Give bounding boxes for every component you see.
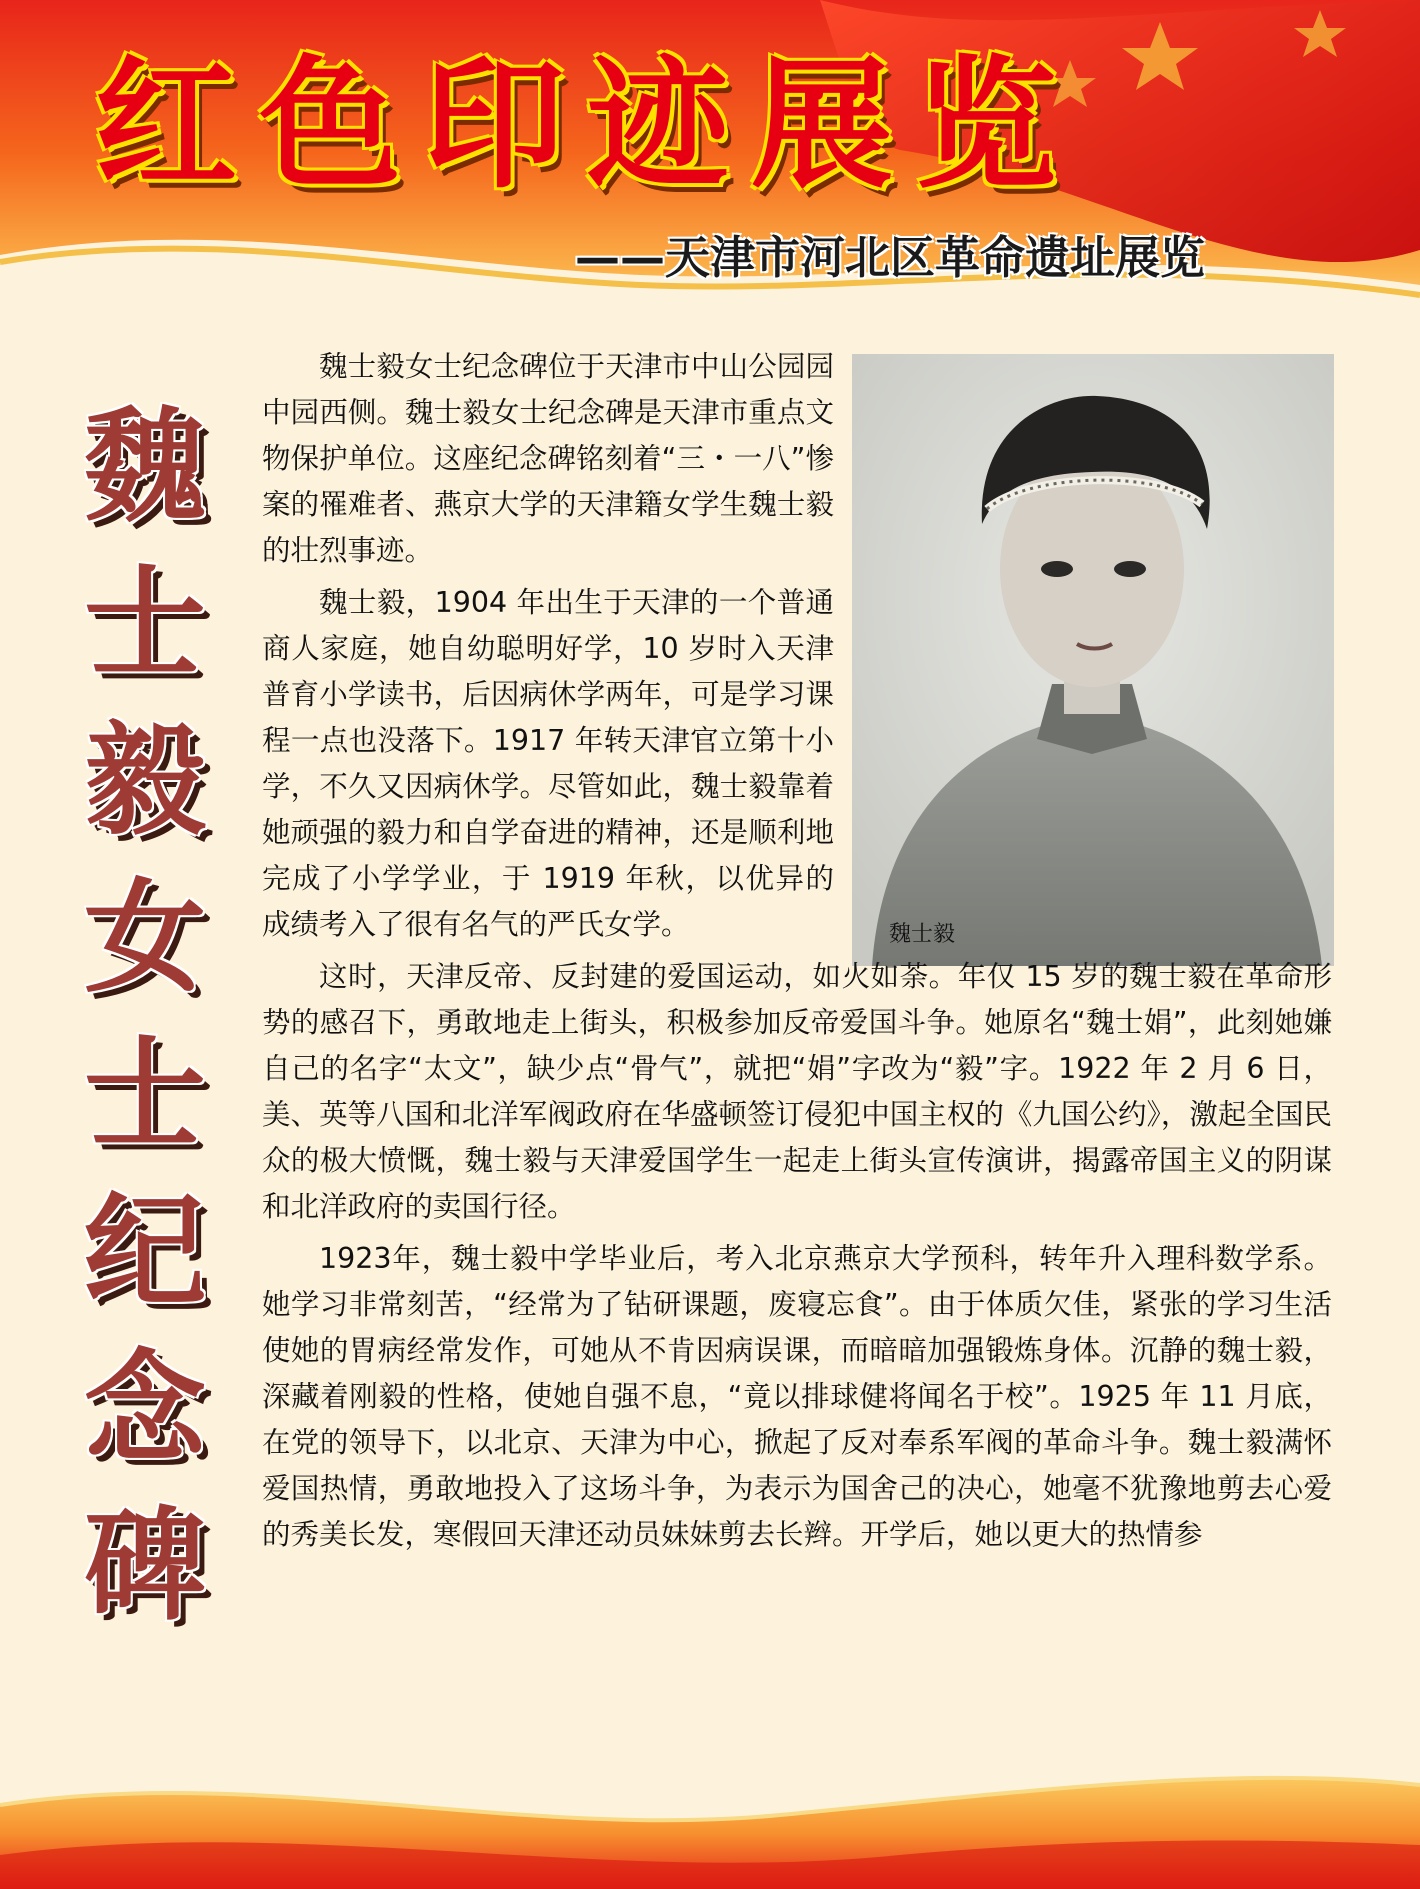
side-title-char: 女 — [84, 865, 206, 1009]
vertical-side-title — [70, 388, 220, 1644]
paragraph-2: 魏士毅，1904 年出生于天津的一个普通商人家庭，她自幼聪明好学，10 岁时入天津普育小学读书，后因病休学两年，可是学习课程一点也没落下。1917 年转天津官立第十小学，不久又因病休学。尽管如此，魏士毅靠着她顽强的毅力和自学奋进的精神，还是顺利地完成了小学学业，于 1919 年秋，以优异的成绩考入了很有名气的严氏女学。 — [262, 586, 834, 941]
side-title-char: 碑 — [84, 1493, 206, 1637]
paragraph-3: 这时，天津反帝、反封建的爱国运动，如火如荼。年仅 15 岁的魏士毅在革命形势的感召下，勇敢地走上街头，积极参加反帝爱国斗争。她原名“魏士娟”，此刻她嫌自己的名字“太文”，缺少点“骨气”，就把“娟”字改为“毅”字。1922 年 2 月 6 日， 美、英等八国和北洋军阀政府在华盛顿签订侵犯中国主权的《九国公约》，激起全国民众的极大愤慨，魏士毅与天津爱国学生一起走上街头宣传演讲，揭露帝国主义的阴谋和北洋政府的卖国行径。 — [262, 960, 1332, 1223]
article-body — [262, 344, 1332, 1564]
subtitle: ——天津市河北区革命遗址展览 — [575, 231, 1206, 284]
side-title-char: 士 — [84, 551, 206, 695]
main-title: 红色印迹展览 — [95, 42, 1079, 208]
side-title-char: 士 — [84, 1022, 206, 1166]
paragraph-1: 魏士毅女士纪念碑位于天津市中山公园园中园西侧。魏士毅女士纪念碑是天津市重点文物保护单位。这座纪念碑铭刻着“三・一八”惨案的罹难者、燕京大学的天津籍女学生魏士毅的壮烈事迹。 — [262, 350, 834, 567]
side-title-char: 魏 — [84, 394, 206, 538]
side-title-char: 毅 — [84, 708, 206, 852]
footer-wave-background — [0, 1745, 1420, 1889]
side-title-char: 纪 — [84, 1179, 206, 1323]
paragraph-4: 1923年，魏士毅中学毕业后，考入北京燕京大学预科，转年升入理科数学系。她学习非常刻苦，“经常为了钻研课题，废寝忘食”。由于体质欠佳，紧张的学习生活使她的胃病经常发作，可她从不肯因病误课，而暗暗加强锻炼身体。沉静的魏士毅，深藏着刚毅的性格，使她自强不息，“竟以排球健将闻名于校”。1925 年 11 月底，在党的领导下，以北京、天津为中心，掀起了反对奉系军阀的革命斗争。魏士毅满怀爱国热情，勇敢地投入了这场斗争，为表示为国舍己的决心，她毫不犹豫地剪去心爱的秀美长发，寒假回天津还动员妹妹剪去长辫。开学后，她以更大的热情参 — [262, 1242, 1332, 1551]
side-title-char: 念 — [84, 1336, 206, 1480]
photo-caption: 魏士毅 — [889, 922, 956, 947]
